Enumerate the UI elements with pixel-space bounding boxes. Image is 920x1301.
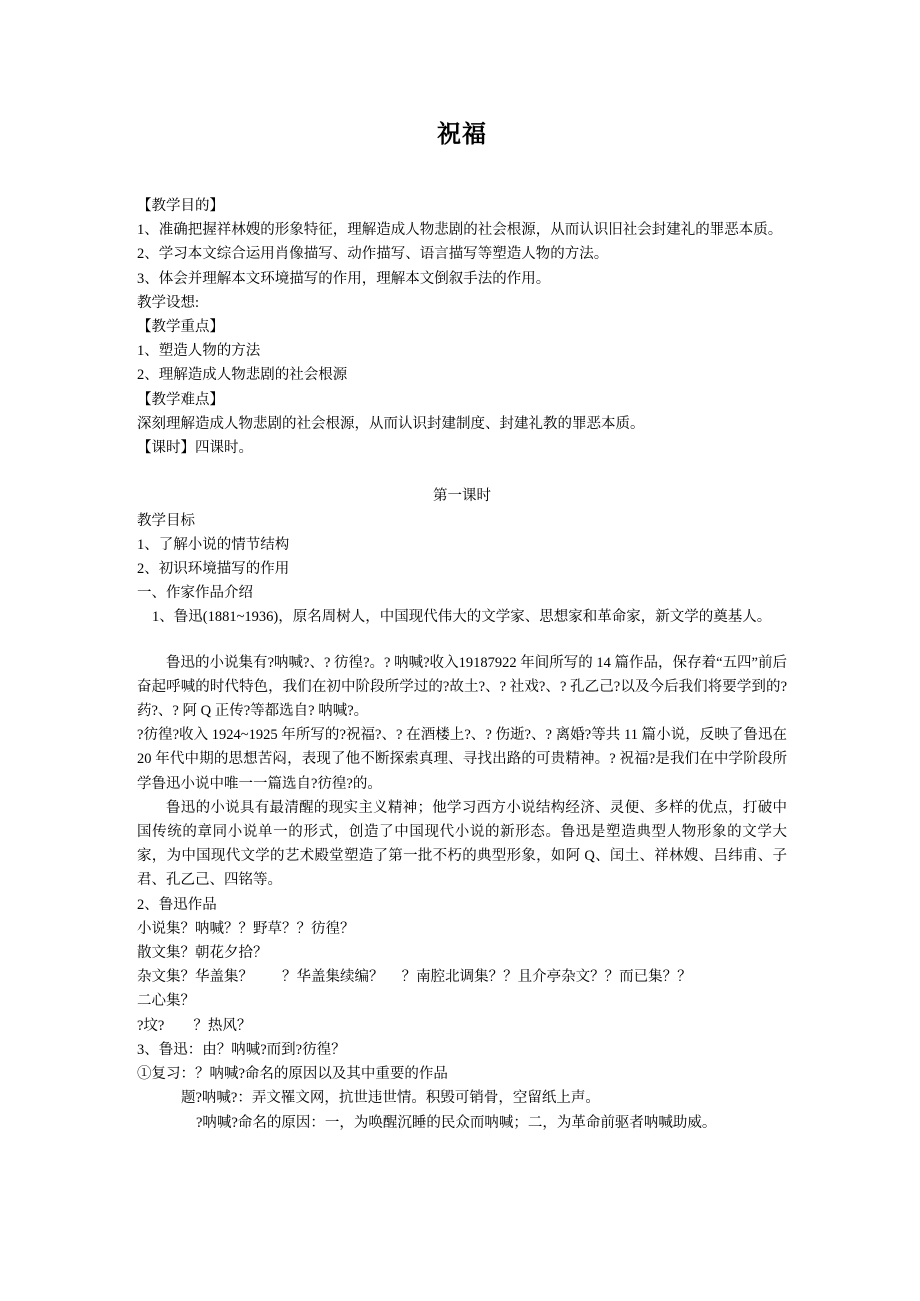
teaching-focus-item-2: 2、理解造成人物悲剧的社会根源 <box>137 367 348 384</box>
part-one-heading: 一、作家作品介绍 <box>137 585 253 602</box>
review-poem: 题?呐喊?：弄文罹文网，抗世违世情。积毁可销骨，空留纸上声。 <box>181 1090 600 1107</box>
works-zawen-collections: 杂文集？华盖集？ ？华盖集续编？ ？南腔北调集？？且介亭杂文？？而已集？？ <box>137 969 692 986</box>
works-essay-collections: 散文集？朝花夕拾？ <box>137 945 268 962</box>
teaching-purpose-item-2: 2、学习本文综合运用肖像描写、动作描写、语言描写等塑造人物的方法。 <box>137 246 609 263</box>
works-fen-refeng: ?坟? ？热风？ <box>137 1017 252 1034</box>
teaching-plan-label: 教学设想: <box>137 294 200 311</box>
teaching-purpose-item-1: 1、准确把握祥林嫂的形象特征，理解造成人物悲剧的社会根源，从而认识旧社会封建礼的罪恶本质。 <box>137 222 783 239</box>
realism-paragraph: 鲁迅的小说具有最清醒的现实主义精神；他学习西方小说结构经济、灵便、多样的优点，打破中国传统的章同小说单一的形式，创造了中国现代小说的新形态。鲁迅是塑造典型人物形象的文学大家，为中国现代文学的艺术殿堂塑造了第一批不朽的典型形象，如阿 Q、闰土、祥林嫂、吕纬甫、子君、孔乙己、四铭等。 <box>137 799 787 889</box>
works-novel-collections: 小说集？呐喊？？野草？？彷徨？ <box>137 920 355 937</box>
title-spacer <box>137 150 787 194</box>
objective-item-2: 2、初识环境描写的作用 <box>137 561 290 578</box>
document-content <box>137 0 787 1135</box>
review-reason: ?呐喊?命名的原因：一，为唤醒沉睡的民众而呐喊；二，为革命前驱者呐喊助威。 <box>196 1114 717 1131</box>
teaching-purpose-item-3: 3、体会并理解本文环境描写的作用，理解本文倒叙手法的作用。 <box>137 270 551 287</box>
lesson-one-heading: 第一课时 <box>433 488 491 505</box>
class-hours-line: 【课时】四课时。 <box>137 440 253 457</box>
teaching-focus-item-1: 1、塑造人物的方法 <box>137 343 261 360</box>
objective-item-1: 1、了解小说的情节结构 <box>137 536 290 553</box>
novel-collections-paragraph: 鲁迅的小说集有?呐喊?、? 彷徨?。? 呐喊?收入19187922 年间所写的 14 篇作品，保存着“五四”前后奋起呼喊的时代特色，我们在初中阶段所学过的?故土?、? 社戏?、? 孔乙己?以及今后我们将要学到的?药?、? 阿 Q 正传?等都选自? 呐喊?。 <box>137 654 787 720</box>
works-heading: 2、鲁迅作品 <box>137 896 217 913</box>
section-three-heading: 3、鲁迅：由？呐喊?而到?彷徨？ <box>137 1041 346 1058</box>
panghuang-paragraph: ?彷徨?收入 1924~1925 年所写的?祝福?、? 在酒楼上?、? 伤逝?、? 离婚?等共 11 篇小说，反映了鲁迅在 20 年代中期的思想苦闷，表现了他不断探索真理、寻找出路的可贵精神。? 祝福?是我们在中学阶段所学鲁迅小说中唯一一篇选自?彷徨?的。 <box>137 727 787 792</box>
paragraph-spacer-1 <box>137 630 787 651</box>
teaching-difficulty-heading: 【教学难点】 <box>137 391 224 408</box>
teaching-difficulty-text: 深刻理解造成人物悲剧的社会根源，从而认识封建制度、封建礼教的罪恶本质。 <box>137 415 645 432</box>
teaching-focus-heading: 【教学重点】 <box>137 319 224 336</box>
review-item: ①复习：？呐喊?命名的原因以及其中重要的作品 <box>137 1066 448 1083</box>
works-erxinji: 二心集？ <box>137 993 195 1010</box>
teaching-purpose-heading: 【教学目的】 <box>137 198 224 214</box>
author-intro-line: 1、鲁迅(1881~1936)，原名周树人，中国现代伟大的文学家、思想家和革命家，新文学的奠基人。 <box>152 609 772 626</box>
page-title: 祝福 <box>437 122 487 148</box>
objectives-label: 教学目标 <box>137 512 195 529</box>
section-spacer-1 <box>137 460 787 484</box>
